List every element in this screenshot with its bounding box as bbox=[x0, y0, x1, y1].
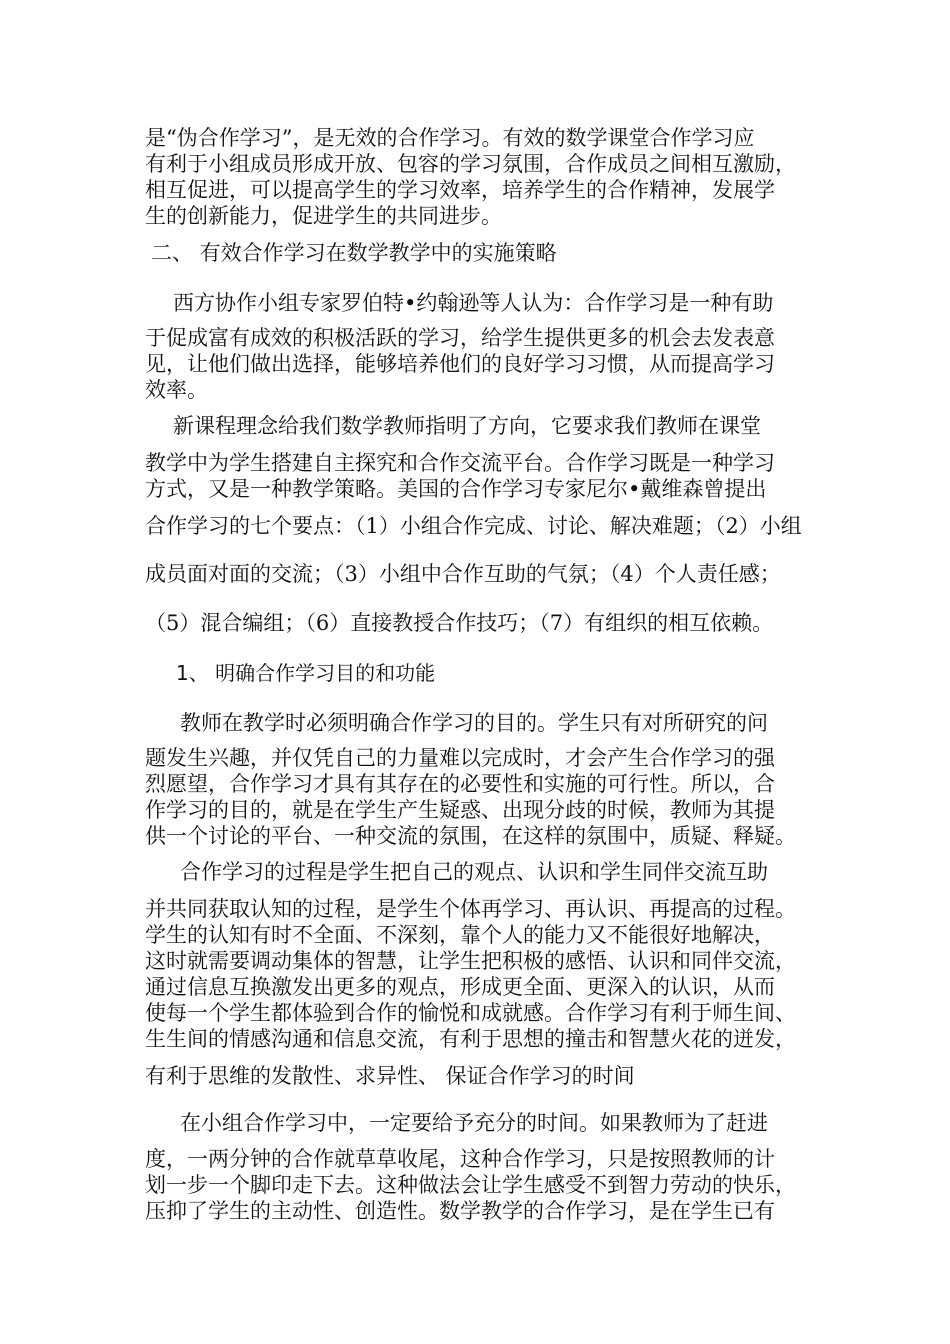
text-line: 生生间的情感沟通和信息交流，有利于思想的撞击和智慧火花的迸发， bbox=[145, 1027, 796, 1051]
text-line: 作学习的目的，就是在学生产生疑惑、出现分歧的时候，教师为其提 bbox=[145, 798, 775, 822]
text-line: 教学中为学生搭建自主探究和合作交流平台。合作学习既是一种学习 bbox=[145, 451, 775, 475]
text-line: 压抑了学生的主动性、创造性。数学教学的合作学习，是在学生已有 bbox=[145, 1199, 775, 1223]
section-heading: 二、 有效合作学习在数学教学中的实施策略 bbox=[151, 241, 557, 265]
text-line: 度，一两分钟的合作就草草收尾，这种合作学习，只是按照教师的计 bbox=[145, 1147, 775, 1171]
text-line: 新课程理念给我们数学教师指明了方向，它要求我们教师在课堂 bbox=[173, 414, 761, 438]
text-line: 是“伪合作学习”，是无效的合作学习。有效的数学课堂合作学习应 bbox=[145, 126, 755, 150]
text-line: 烈愿望，合作学习才具有其存在的必要性和实施的可行性。所以，合 bbox=[145, 772, 775, 796]
text-line: 合作学习的过程是学生把自己的观点、认识和学生同伴交流互助 bbox=[180, 860, 768, 884]
text-line: 使每一个学生都体验到合作的愉悦和成就感。合作学习有利于师生间、 bbox=[145, 1001, 796, 1025]
text-line: 通过信息互换激发出更多的观点，形成更全面、更深入的认识，从而 bbox=[145, 975, 775, 999]
text-line: 在小组合作学习中，一定要给予充分的时间。如果教师为了赶进 bbox=[180, 1111, 768, 1135]
text-line: 这时就需要调动集体的智慧，让学生把积极的感悟、认识和同伴交流， bbox=[145, 949, 796, 973]
text-line: 西方协作小组专家罗伯特•约翰逊等人认为：合作学习是一种有助 bbox=[173, 291, 774, 315]
text-line: 划一步一个脚印走下去。这种做法会让学生感受不到智力劳动的快乐， bbox=[145, 1173, 796, 1197]
text-line: 并共同获取认知的过程，是学生个体再学习、再认识、再提高的过程。 bbox=[145, 897, 796, 921]
text-line: （5）混合编组；（6）直接教授合作技巧；（7）有组织的相互依赖。 bbox=[145, 611, 774, 635]
text-line: 见，让他们做出选择，能够培养他们的良好学习习惯，从而提高学习 bbox=[145, 352, 775, 376]
text-line: 于促成富有成效的积极活跃的学习，给学生提供更多的机会去发表意 bbox=[145, 326, 775, 350]
text-line: 题发生兴趣，并仅凭自己的力量难以完成时，才会产生合作学习的强 bbox=[145, 746, 775, 770]
text-line: 效率。 bbox=[145, 378, 208, 402]
text-line: 教师在教学时必须明确合作学习的目的。学生只有对所研究的问 bbox=[180, 711, 768, 735]
text-line: 有利于思维的发散性、求异性、 保证合作学习的时间 bbox=[145, 1064, 635, 1088]
text-line: 相互促进，可以提高学生的学习效率，培养学生的合作精神，发展学 bbox=[145, 178, 775, 202]
text-line: 生的创新能力，促进学生的共同进步。 bbox=[145, 204, 502, 228]
text-line: 方式，又是一种教学策略。美国的合作学习专家尼尔•戴维森曾提出 bbox=[145, 477, 767, 501]
text-line: 成员面对面的交流；（3）小组中合作互助的气氛；（4）个人责任感； bbox=[145, 562, 781, 586]
text-line: 供一个讨论的平台、一种交流的氛围，在这样的氛围中，质疑、释疑。 bbox=[145, 824, 796, 848]
subsection-heading: 1、 明确合作学习目的和功能 bbox=[176, 661, 436, 685]
text-line: 有利于小组成员形成开放、包容的学习氛围，合作成员之间相互激励， bbox=[145, 152, 796, 176]
text-line: 合作学习的七个要点：（1）小组合作完成、讨论、解决难题；（2）小组 bbox=[145, 514, 802, 538]
text-line: 学生的认知有时不全面、不深刻，靠个人的能力又不能很好地解决， bbox=[145, 923, 775, 947]
